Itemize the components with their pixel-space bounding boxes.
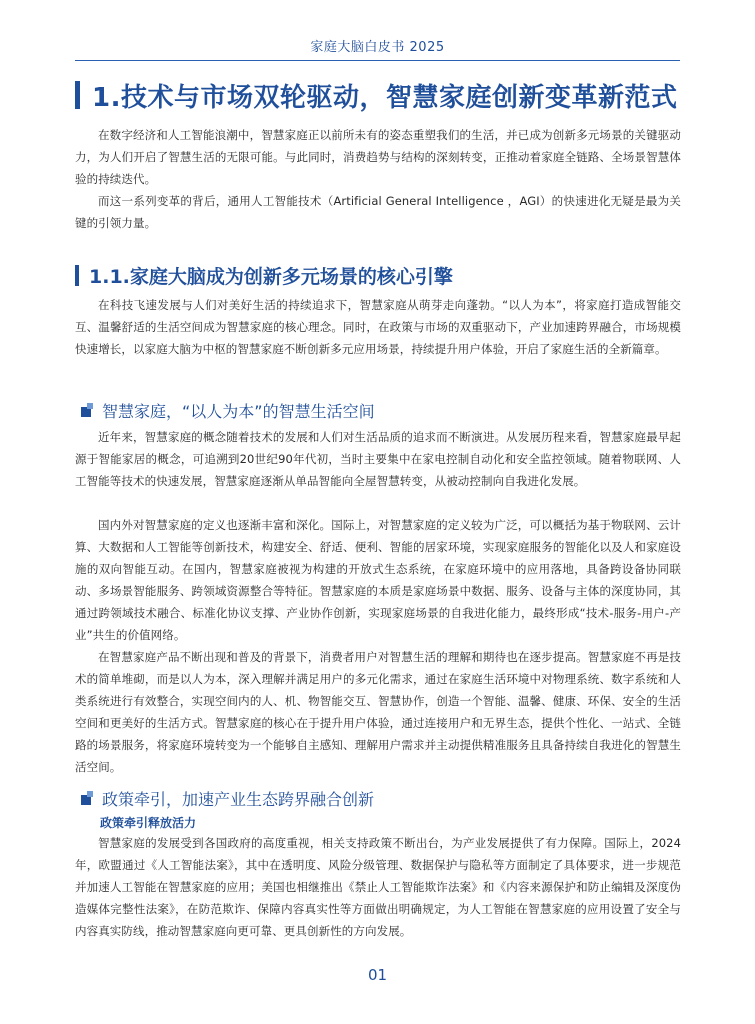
subsection-bullet-icon (80, 790, 96, 806)
intro-paragraph-1: 在数字经济和人工智能浪潮中，智慧家庭正以前所未有的姿态重塑我们的生活，并已成为创新多元场景的关键驱动力，为人们开启了智慧生活的无限可能。与此同时，消费趋势与结构的深刻转变，正推动着家庭全链路、全场景智慧体验的持续迭代。 (75, 128, 681, 186)
subsection-b-subheading: 政策牵引释放活力 (100, 816, 197, 830)
subsection-bullet-icon (80, 402, 96, 418)
page-header-title: 家庭大脑白皮书 2025 (310, 40, 445, 55)
section-1-1-paragraph: 在科技飞速发展与人们对美好生活的持续追求下，智慧家庭从萌芽走向蓬勃。“以人为本”，将家庭打造成智能交互、温馨舒适的生活空间成为智慧家庭的核心理念。同时，在政策与市场的双重驱动下，产业加速跨界融合，市场规模快速增长，以家庭大脑为中枢的智慧家庭不断创新多元应用场景，持续提升用户体验，开启了家庭生活的全新篇章。 (75, 298, 681, 356)
subsection-b-paragraph-1: 智慧家庭的发展受到各国政府的高度重视，相关支持政策不断出台，为产业发展提供了有力保障。国际上，2024年，欧盟通过《人工智能法案》，其中在透明度、风险分级管理、数据保护与隐私等方面制定了具体要求，进一步规范并加速人工智能在智慧家庭的应用；美国也相继推出《禁止人工智能欺诈法案》和《内容来源保护和防止编辑及深度伪造媒体完整性法案》，在防范欺诈、保障内容真实性等方面做出明确规定，为人工智能在智慧家庭的应用设置了安全与内容真实防线，推动智慧家庭向更可靠、更具创新性的方向发展。 (75, 836, 681, 938)
section-heading-1-text: 1.技术与市场双轮驱动，智慧家庭创新变革新范式 (92, 82, 678, 113)
heading-accent-bar (75, 81, 80, 109)
subsection-heading-b-text: 政策牵引，加速产业生态跨界融合创新 (102, 789, 375, 809)
intro-paragraph-2: 而这一系列变革的背后，通用人工智能技术（Artificial General Intelligence ，AGI）的快速进化无疑是最为关键的引领力量。 (75, 194, 681, 230)
header-divider (75, 60, 680, 61)
subsection-a-paragraph-3: 在智慧家庭产品不断出现和普及的背景下，消费者用户对智慧生活的理解和期待也在逐步提高。智慧家庭不再是技术的简单堆砌，而是以人为本，深入理解并满足用户的多元化需求，通过在家庭生活环境中对物理系统、数字系统和人类系统进行有效整合，实现空间内的人、机、物智能交互、智慧协作，创造一个智能、温馨、健康、环保、安全的生活空间和更美好的生活方式。智慧家庭的核心在于提升用户体验，通过连接用户和无界生态，提供个性化、一站式、全链路的场景服务，将家庭环境转变为一个能够自主感知、理解用户需求并主动提供精准服务且具备持续自我进化的智慧生活空间。 (75, 650, 681, 774)
subsection-a-paragraph-2: 国内外对智慧家庭的定义也逐渐丰富和深化。国际上，对智慧家庭的定义较为广泛，可以概括为基于物联网、云计算、大数据和人工智能等创新技术，构建安全、舒适、便利、智能的居家环境，实现家庭服务的智能化以及人和家庭设施的双向智能互动。在国内，智慧家庭被视为构建的开放式生态系统，在家庭环境中的应用落地，具备跨设备协同联动、多场景智能服务、跨领域资源整合等特征。智慧家庭的本质是家庭场景中数据、服务、设备与主体的深度协同，其通过跨领域技术融合、标准化协议支撑、产业协作创新，实现家庭场景的自我进化能力，最终形成“技术-服务-用户-产业”共生的价值网络。 (75, 518, 681, 642)
section-heading-1-1 (75, 262, 685, 288)
section-heading-1 (75, 78, 685, 112)
page-number: 01 (367, 966, 388, 984)
subsection-heading-b (80, 786, 680, 810)
subsection-heading-a-text: 智慧家庭，“以人为本”的智慧生活空间 (102, 401, 375, 421)
subsection-a-paragraph-1: 近年来，智慧家庭的概念随着技术的发展和人们对生活品质的追求而不断演进。从发展历程来看，智慧家庭最早起源于智能家居的概念，可追溯到20世纪90年代初，当时主要集中在家电控制自动化和安全监控领域。随着物联网、人工智能等技术的快速发展，智慧家庭逐渐从单品智能向全屋智慧转变，从被动控制向自我进化发展。 (75, 430, 681, 488)
heading-accent-bar (75, 265, 79, 286)
subsection-heading-a (80, 398, 680, 422)
section-heading-1-1-text: 1.1.家庭大脑成为创新多元场景的核心引擎 (89, 265, 453, 288)
